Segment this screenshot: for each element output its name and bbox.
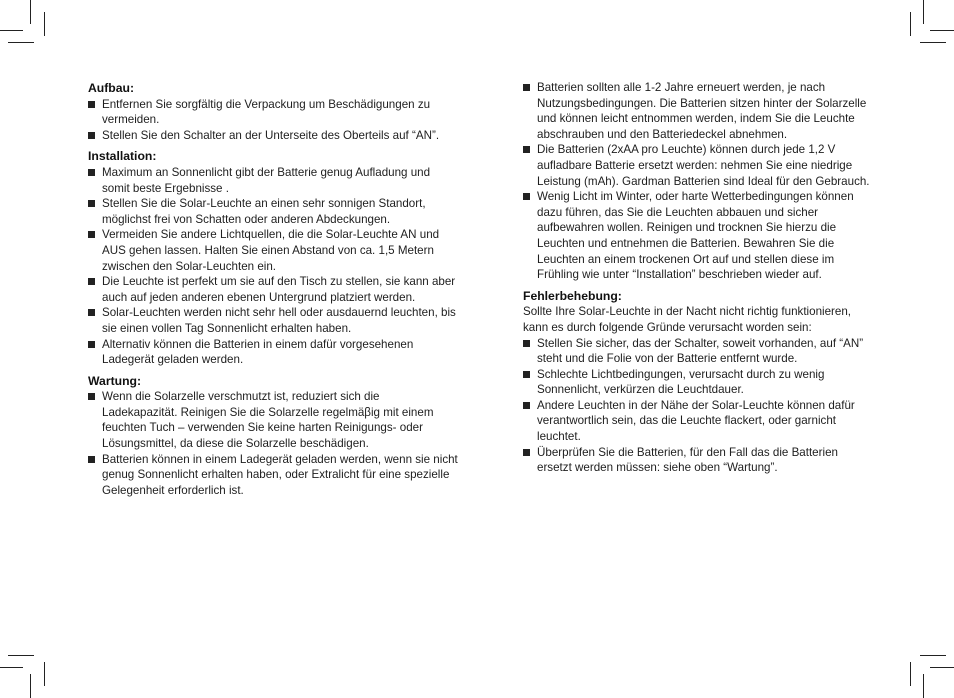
crop-mark	[44, 12, 45, 36]
bullet-list	[88, 165, 458, 368]
list-item: Stellen Sie sicher, das der Schalter, soweit vorhanden, auf “AN” steht und die Folie von der Batterie entfernt wurde.	[523, 336, 873, 367]
crop-mark	[910, 12, 911, 36]
list-item: Überprüfen Sie die Batterien, für den Fall das die Batterien ersetzt werden müssen: siehe oben “Wartung”.	[523, 445, 873, 476]
crop-mark	[44, 662, 45, 686]
crop-mark	[920, 655, 946, 656]
list-item: Schlechte Lichtbedingungen, verursacht durch zu wenig Sonnenlicht, verkürzen die Leuchtdauer.	[523, 367, 873, 398]
crop-mark	[30, 674, 31, 698]
crop-mark	[923, 674, 924, 698]
bullet-list	[88, 389, 458, 498]
intro-paragraph: Sollte Ihre Solar-Leuchte in der Nacht nicht richtig funktionieren, kann es durch folgende Gründe verursacht worden sein:	[523, 305, 852, 334]
section-aufbau	[88, 81, 458, 143]
left-column	[88, 81, 458, 504]
crop-mark	[920, 42, 946, 43]
list-item: Die Leuchte ist perfekt um sie auf den Tisch zu stellen, sie kann aber auch auf jeden anderen ebenen Untergrund platziert werden.	[88, 274, 458, 305]
list-item: Batterien sollten alle 1-2 Jahre erneuert werden, je nach Nutzungsbedingungen. Die Batterien sitzen hinter der Solarzelle und können leicht entnommen werden, indem Sie die Leuchte abschrauben und den Batteriedeckel abnehmen.	[523, 80, 873, 142]
list-item: Batterien können in einem Ladegerät geladen werden, wenn sie nicht genug Sonnenlicht erhalten haben, oder Extralicht für eine spezielle Gelegenheit erforderlich ist.	[88, 452, 458, 499]
crop-mark	[8, 42, 34, 43]
section-wartung	[88, 374, 458, 499]
list-item: Solar-Leuchten werden nicht sehr hell oder ausdauernd leuchten, bis sie einen vollen Tag Sonnenlicht erhalten haben.	[88, 305, 458, 336]
list-item: Entfernen Sie sorgfältig die Verpackung um Beschädigungen zu vermeiden.	[88, 97, 458, 128]
bullet-list	[523, 80, 873, 283]
list-item: Maximum an Sonnenlicht gibt der Batterie genug Aufladung und somit beste Ergebnisse .	[88, 165, 458, 196]
crop-mark	[930, 30, 954, 31]
section-fehlerbehebung	[523, 289, 873, 476]
list-item: Andere Leuchten in der Nähe der Solar-Leuchte können dafür verantwortlich sein, das die Leuchte flackert, oder garnicht leuchtet.	[523, 398, 873, 445]
right-column	[523, 80, 873, 482]
list-item: Die Batterien (2xAA pro Leuchte) können durch jede 1,2 V aufladbare Batterie ersetzt werden: nehmen Sie eine niedrige Leistung (mAh). Gardman Batterien sind Ideal für den Gebrauch.	[523, 142, 873, 189]
crop-mark	[30, 0, 31, 24]
list-item: Stellen Sie den Schalter an der Unterseite des Oberteils auf “AN”.	[88, 128, 458, 144]
crop-mark	[923, 0, 924, 24]
crop-mark	[0, 30, 23, 31]
bullet-list	[88, 97, 458, 144]
list-item: Wenn die Solarzelle verschmutzt ist, reduziert sich die Ladekapazität. Reinigen Sie die Solarzelle regelmäβig mit einem feuchten Tuch – verwenden Sie keine harten Reinigungs- oder Lösungsmittel, da diese die Solarzelle beschädigen.	[88, 389, 458, 451]
list-item: Alternativ können die Batterien in einem dafür vorgesehenen Ladegerät geladen werden.	[88, 337, 458, 368]
section-batteries	[523, 80, 873, 283]
section-heading: Installation:	[88, 149, 157, 164]
bullet-list	[523, 336, 873, 476]
list-item: Stellen Sie die Solar-Leuchte an einen sehr sonnigen Standort, möglichst frei von Schatten oder anderen Abdeckungen.	[88, 196, 458, 227]
section-heading: Wartung:	[88, 373, 142, 388]
list-item: Vermeiden Sie andere Lichtquellen, die die Solar-Leuchte AN und AUS gehen lassen. Halten Sie einen Abstand von ca. 1,5 Metern zwischen den Solar-Leuchten ein.	[88, 227, 458, 274]
section-heading: Fehlerbehebung:	[523, 288, 622, 303]
section-installation	[88, 149, 458, 367]
list-item: Wenig Licht im Winter, oder harte Wetterbedingungen können dazu führen, das Sie die Leuchten abbauen und sicher aufbewahren wollen. Reinigen und trocknen Sie hierzu die Leuchten und entnehmen die Batterien. Bewahren Sie die Leuchten an einem trockenen Ort auf und stellen diese im Frühling wie unter “Installation” beschrieben wieder auf.	[523, 189, 873, 283]
crop-mark	[8, 655, 34, 656]
crop-mark	[930, 667, 954, 668]
crop-mark	[910, 662, 911, 686]
crop-mark	[0, 667, 23, 668]
section-heading: Aufbau:	[88, 81, 135, 95]
